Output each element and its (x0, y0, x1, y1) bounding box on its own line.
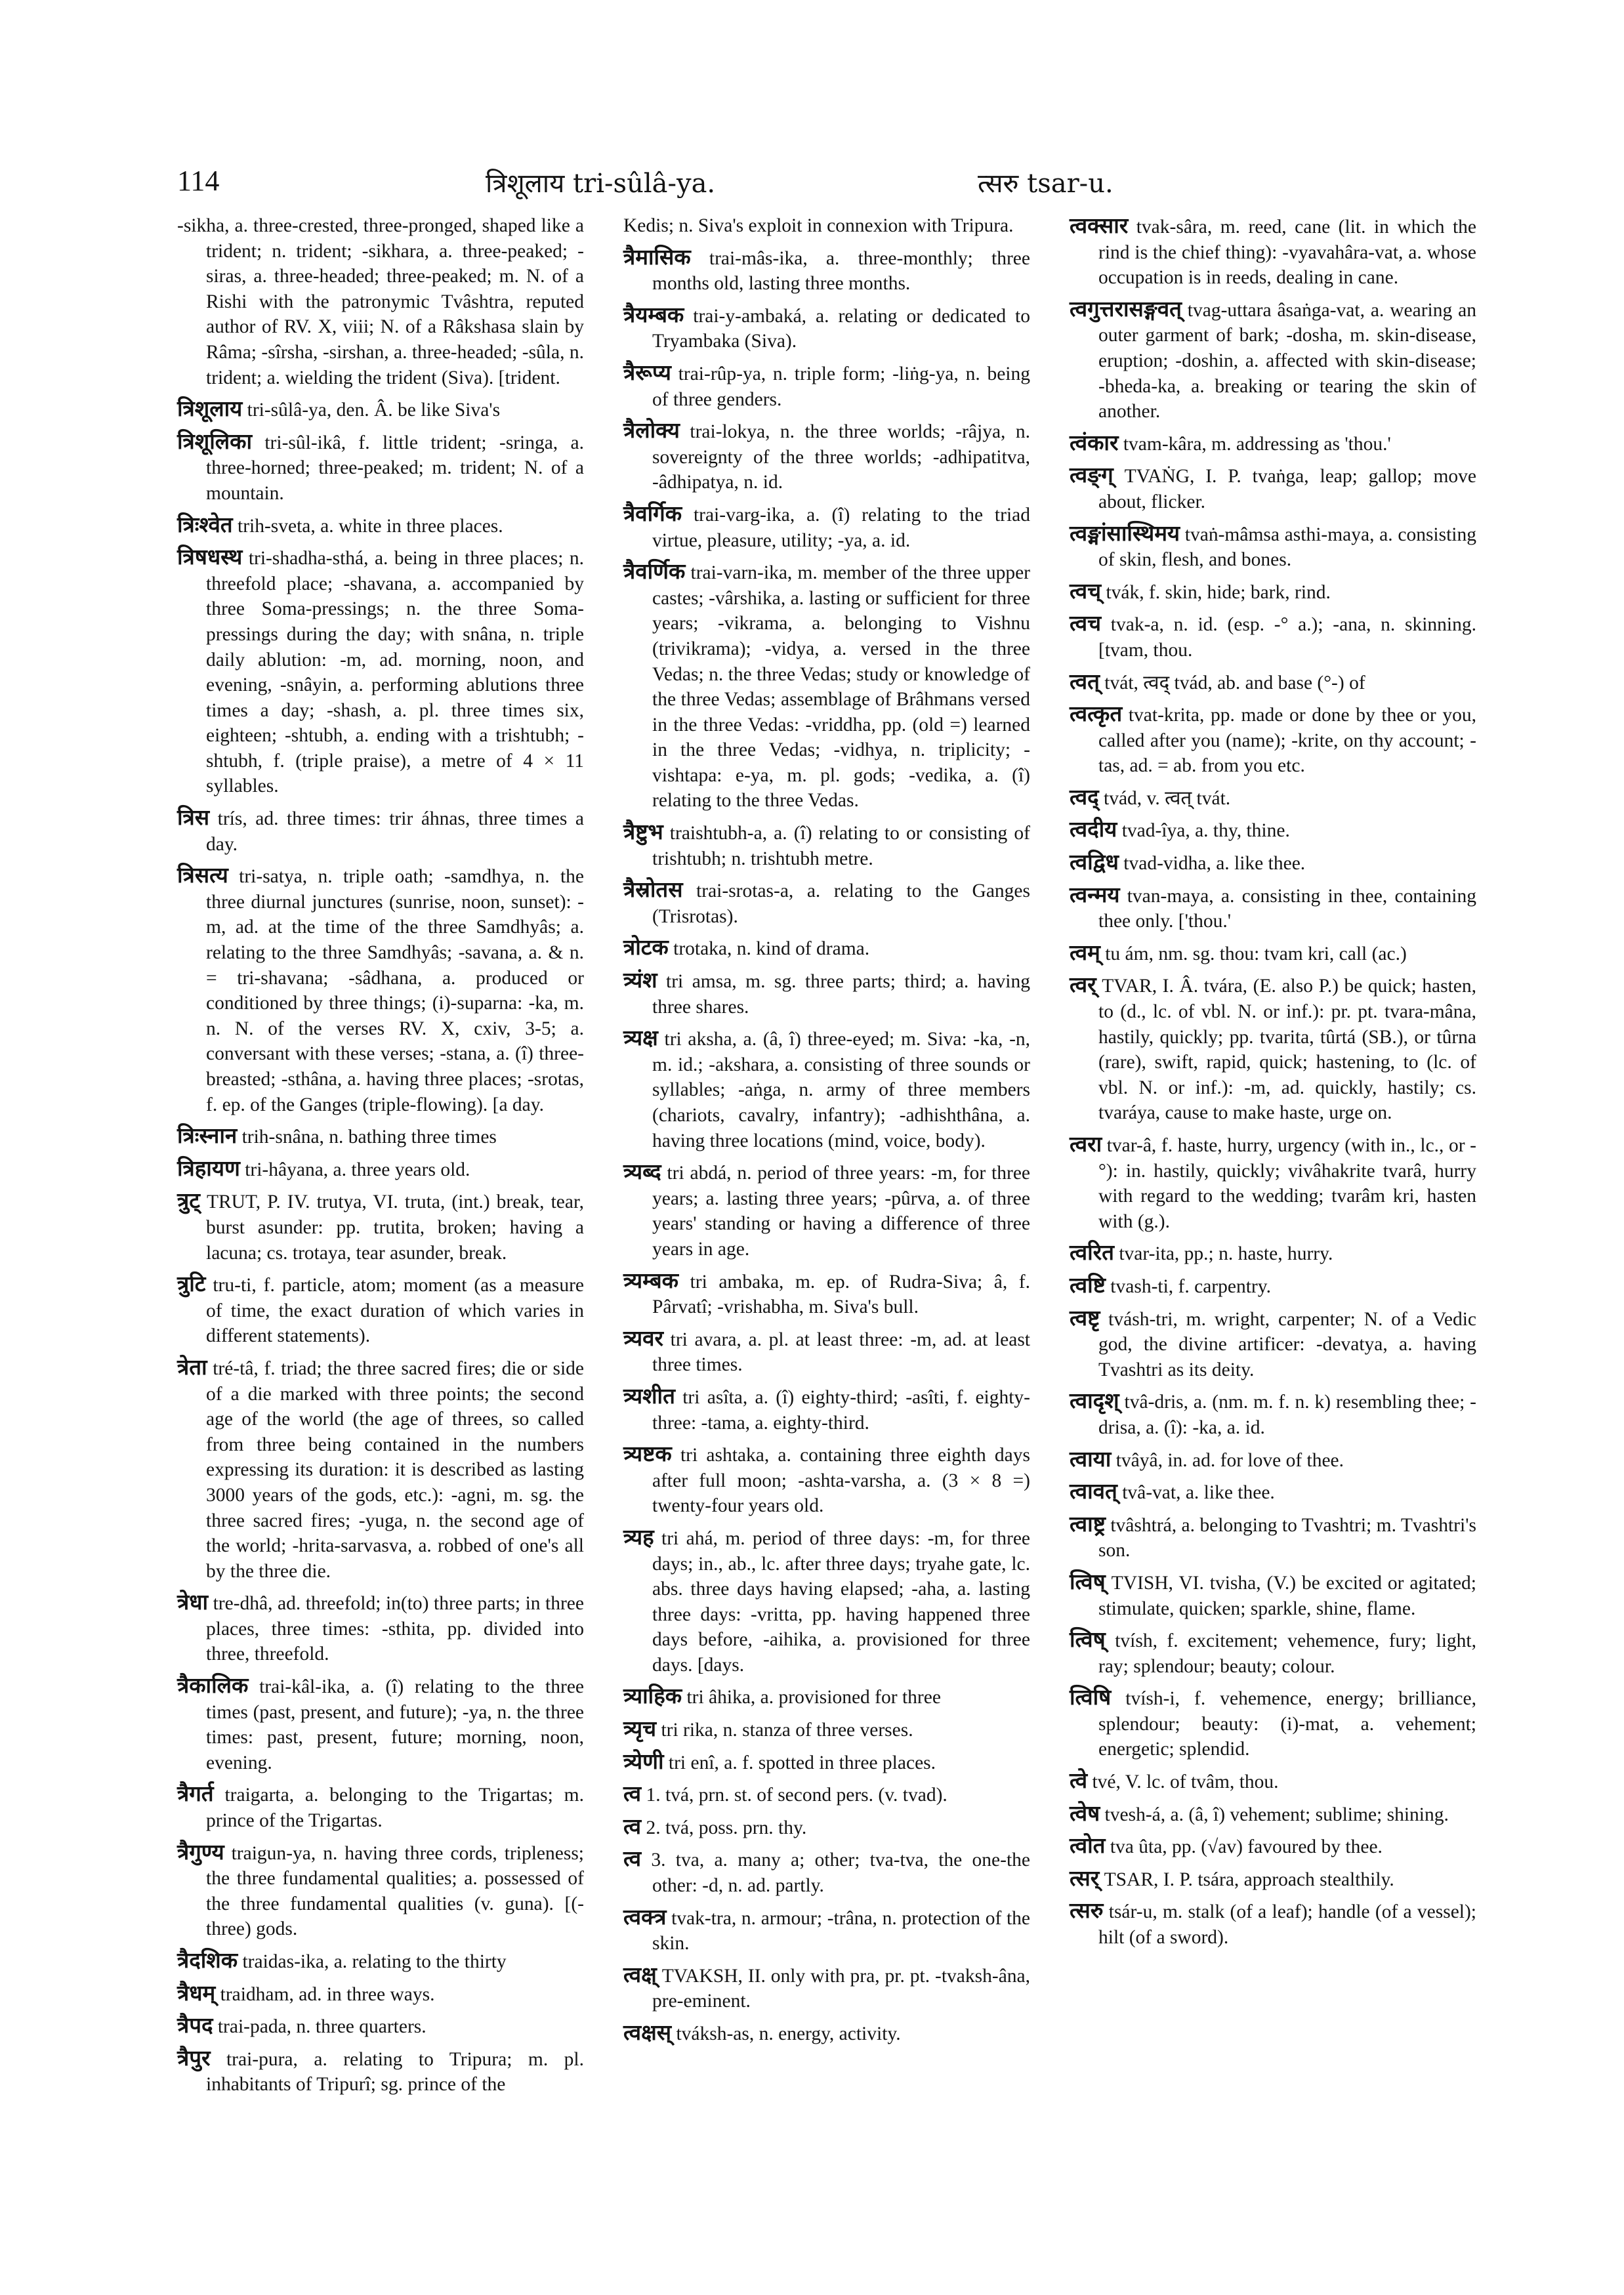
entry-definition: tri ambaka, m. ep. of Rudra-Siva; â, f. Pârvatî; -vrishabha, m. Siva's bull. (652, 1271, 1030, 1318)
dictionary-entry (1070, 1388, 1476, 1440)
entry-headword: त्रैपुर (177, 2044, 211, 2071)
entry-headword: त्वे (1070, 1768, 1088, 1794)
entry-headword: त्वम् (1070, 939, 1100, 965)
entry-definition: tri ashtaka, a. containing three eighth days after full moon; -ashta-varsha, a. (3 × 8 =) twenty-four years old. (652, 1445, 1031, 1517)
dictionary-entry (177, 1781, 584, 1833)
entry-definition: tvak-sâra, m. reed, cane (lit. in which the rind is the chief thing): -vyavahâra-vat, a. whose occupation is in reeds, dealing in cane. (1098, 217, 1476, 289)
column-1 (177, 213, 584, 2103)
entry-headword: त्विष् (1070, 1626, 1106, 1653)
dictionary-entry (623, 245, 1030, 297)
dictionary-entry (623, 877, 1030, 929)
dictionary-entry (623, 819, 1030, 871)
dictionary-entry (623, 1749, 1030, 1776)
entry-headword: त्वक्त्र (623, 1903, 667, 1930)
entry-headword: त्रिसत्य (177, 862, 228, 888)
entry-headword: त्वङ्मांसास्थिमय (1070, 520, 1180, 546)
dictionary-entry (623, 559, 1030, 814)
dictionary-entry (1070, 1273, 1476, 1300)
entry-definition: trai-kâl-ika, a. (î) relating to the three times (past, present, and future); -ya, n. the three times: past, present, future; morning, noon, evening. (206, 1676, 585, 1773)
entry-headword: त्विषि (1070, 1684, 1112, 1710)
entry-definition: TVISH, VI. tvisha, (V.) be excited or agitated; stimulate, quicken; sparkle, shine, flame. (1098, 1572, 1476, 1619)
dictionary-entry (177, 1156, 584, 1183)
entry-headword: त्वोत (1070, 1832, 1106, 1859)
entry-definition: TSAR, I. P. tsára, approach stealthily. (1104, 1869, 1394, 1890)
dictionary-entry (177, 213, 584, 390)
entry-headword: त्रुटि (177, 1271, 206, 1297)
entry-definition: tri-satya, n. triple oath; -samdhya, n. the three diurnal junctures (sunrise, noon, sunset): -m, ad. at the time of the three Samdhyâs; a. relating to the three Samdhyâs; -savana, a. & n. = tri-shavana; -sâdhana, a. produced or conditioned by three things; (i)-suparna: -ka, m. n. N. of the verses RV. X, cxiv, 3-5; a. conversant with these verses; -stana, a. (î) three-breasted; -sthâna, a. having three places; -srotas, f. ep. of the Ganges (triple-flowing). [a day. (206, 866, 584, 1115)
entry-definition: traidham, ad. in three ways. (220, 1983, 435, 2005)
entry-headword: त्वेष (1070, 1800, 1100, 1826)
entry-headword: त्वंकार (1070, 429, 1119, 455)
entry-headword: त्वक्ष् (623, 1961, 657, 1987)
entry-headword: त्रैयम्बक (623, 301, 684, 327)
entry-definition: tri aksha, a. (â, î) three-eyed; m. Siva: -ka, -n, m. id.; -akshara, a. consisting of three sounds or syllables; -aṅga, n. army of three members (chariots, cavalry, infantry); -adhishthâna, a. having three locations (mind, voice, body). (652, 1029, 1031, 1151)
dictionary-entry (177, 1948, 584, 1975)
entry-headword: त्रिशूलिका (177, 428, 253, 454)
entry-headword: त्सर् (1070, 1865, 1100, 1891)
dictionary-entry (177, 512, 584, 539)
dictionary-entry (177, 545, 584, 799)
dictionary-entry (1070, 463, 1476, 514)
entry-headword: त्वादृश् (1070, 1388, 1119, 1414)
dictionary-entry (1070, 1685, 1476, 1762)
entry-definition: trai-pada, n. three quarters. (217, 2016, 427, 2038)
column-3 (1070, 213, 1476, 1956)
dictionary-entry (177, 2013, 584, 2040)
entry-definition: tvam-kâra, m. addressing as 'thou.' (1123, 433, 1391, 455)
entry-definition: traishtubh-a, a. (î) relating to or consisting of trishtubh; n. trishtubh metre. (652, 823, 1030, 869)
entry-headword: त्वक्षस् (623, 2019, 672, 2045)
dictionary-entry (177, 1272, 584, 1349)
entry-headword: त्रिःश्वेत (177, 511, 233, 537)
dictionary-entry (1070, 1512, 1476, 1563)
dictionary-entry (1070, 521, 1476, 573)
entry-definition: trís, ad. three times: trir áhnas, three times a day. (206, 808, 584, 855)
dictionary-entry (177, 863, 584, 1117)
entry-headword: त्रैरूप्य (623, 359, 671, 385)
page-header (177, 164, 1476, 210)
dictionary-entry (177, 1355, 584, 1584)
entry-definition: tvát, त्वद् tvád, ab. and base (°-) of (1104, 672, 1365, 693)
entry-headword: त्विष् (1070, 1568, 1106, 1594)
entry-headword: त्र्यम्बक (623, 1267, 679, 1293)
entry-headword: त्वद् (1070, 783, 1099, 810)
entry-headword: त्र्यब्द (623, 1159, 661, 1185)
dictionary-entry (623, 501, 1030, 553)
dictionary-entry (1070, 1898, 1476, 1950)
entry-definition: tvak-tra, n. armour; -trâna, n. protection of the skin. (652, 1907, 1030, 1954)
entry-definition: tri asîta, a. (î) eighty-third; -asîti, f. eighty-three: -tama, a. eighty-third. (652, 1386, 1031, 1434)
entry-headword: त्रिहायण (177, 1155, 240, 1181)
entry-definition: trai-srotas-a, a. relating to the Ganges (Trisrotas). (652, 880, 1030, 927)
entry-definition: traigarta, a. belonging to the Trigartas; m. prince of the Trigartas. (206, 1785, 584, 1832)
entry-headword: त्व (623, 1813, 642, 1839)
dictionary-entry (177, 1981, 584, 2008)
dictionary-entry (1070, 1479, 1476, 1506)
dictionary-entry (1070, 701, 1476, 779)
entry-definition: tvak-a, n. id. (esp. -° a.); -ana, n. skinning. [tvam, thou. (1098, 614, 1477, 661)
dictionary-entry (623, 1846, 1030, 1898)
dictionary-entry (177, 805, 584, 857)
entry-definition: TVAKSH, II. only with pra, pr. pt. -tvaksh-âna, pre-eminent. (652, 1965, 1031, 2012)
dictionary-entry (623, 1268, 1030, 1320)
entry-headword: त्रैधम् (177, 1979, 216, 2006)
dictionary-entry (1070, 611, 1476, 663)
entry-headword: त्रोटक (623, 934, 669, 961)
entry-definition: tri enî, a. f. spotted in three places. (668, 1752, 936, 1773)
entry-definition: tri âhika, a. provisioned for three (686, 1687, 941, 1708)
dictionary-entry (177, 396, 584, 423)
entry-definition: tri rika, n. stanza of three verses. (661, 1720, 913, 1741)
entry-definition: tvé, V. lc. of tvâm, thou. (1092, 1771, 1279, 1793)
entry-definition: -sikha, a. three-crested, three-pronged, shaped like a trident; n. trident; -sikhara, a. three-peaked; -siras, a. three-headed; three-peaked; m. N. of a Rishi with the patronymic Tvâshtra, reputed author of RV. X, viii; N. of a Râkshasa slain by Râma; -sîrsha, -sirshan, a. three-headed; -sûla, n. trident; a. wielding the trident (Siva). [trident. (177, 215, 584, 388)
entry-headword: त्रैस्रोतस (623, 877, 683, 903)
entry-definition: tvísh, f. excitement; vehemence, fury; light, ray; splendour; beauty; colour. (1098, 1630, 1476, 1677)
entry-definition: tré-tâ, f. triad; the three sacred fires; die or side of a die marked with three points; the second age of the world (the age of threes, so called from three being contained in the numbers expressing its duration: it is described as lasting 3000 years of the gods, etc.): -agni, m. sg. the three sacred fires; -yuga, n. the second age of the world; -hrita-sarvasva, a. robbed of one's all by the three die. (206, 1357, 585, 1582)
entry-definition: TRUT, P. IV. trutya, VI. truta, (int.) break, tear, burst asunder: pp. trutita, broken; having a lacuna; cs. trotaya, tear asunder, break. (206, 1191, 584, 1264)
entry-definition: tvat-krita, pp. made or done by thee or you, called after you (name); -krite, on thy account; -tas, ad. = ab. from you etc. (1098, 705, 1476, 777)
entry-headword: त्र्यशीत (623, 1382, 675, 1409)
entry-headword: त्रैष्टुभ (623, 819, 663, 845)
dictionary-entry (623, 1684, 1030, 1710)
entry-definition: tri-hâyana, a. three years old. (245, 1159, 470, 1180)
dictionary-entry (1070, 1569, 1476, 1621)
dictionary-entry (1070, 1306, 1476, 1383)
dictionary-entry (177, 1590, 584, 1667)
entry-definition: tvísh-i, f. vehemence, energy; brilliance, splendour; beauty: (i)-mat, a. vehement; energetic; splendid. (1098, 1688, 1476, 1760)
dictionary-entry (623, 1326, 1030, 1378)
entry-headword: त्रैवर्णिक (623, 558, 686, 585)
entry-headword: त्वष्टृ (1070, 1304, 1100, 1331)
dictionary-entry (1070, 1132, 1476, 1234)
entry-headword: त्रिस (177, 804, 210, 831)
entry-definition: tvâ-vat, a. like thee. (1122, 1482, 1275, 1504)
dictionary-entry (623, 418, 1030, 495)
entry-headword: त्रैगुण्य (177, 1838, 224, 1865)
entry-headword: त्वावत् (1070, 1478, 1117, 1504)
entry-headword: त्रैपद (177, 2012, 213, 2038)
entry-headword: त्रेधा (177, 1589, 209, 1615)
entry-headword: त्वच् (1070, 577, 1102, 604)
entry-headword: त्वङ्ग् (1070, 462, 1114, 488)
dictionary-entry (623, 1025, 1030, 1153)
dictionary-entry (177, 1123, 584, 1150)
entry-headword: त्वत्कृत (1070, 701, 1123, 727)
entry-headword: त्व (623, 1781, 642, 1807)
entry-headword: त्र्यंश (623, 967, 657, 993)
entry-definition: tvád, v. त्वत् tvát. (1104, 787, 1231, 809)
entry-headword: त्वत् (1070, 668, 1100, 694)
dictionary-entry (1070, 1866, 1476, 1893)
dictionary-entry (1070, 669, 1476, 696)
entry-headword: त्र्यवर (623, 1325, 663, 1351)
dictionary-entry (1070, 882, 1476, 934)
entry-definition: tru-ti, f. particle, atom; moment (as a measure of time, the exact duration of which varies in different statements). (206, 1275, 585, 1347)
dictionary-entry (177, 429, 584, 507)
page-number: 114 (177, 165, 220, 197)
entry-definition: Kedis; n. Siva's exploit in connexion with Tripura. (623, 215, 1014, 236)
entry-definition: tri-sûlâ-ya, den. Â. be like Siva's (247, 400, 501, 421)
entry-headword: त्रुट् (177, 1188, 200, 1214)
dictionary-entry (1070, 430, 1476, 457)
entry-definition: trih-sveta, a. white in three places. (238, 515, 503, 537)
dictionary-entry (623, 1962, 1030, 2014)
entry-headword: त्रिषधस्थ (177, 544, 243, 570)
entry-definition: tvaṅ-mâmsa asthi-maya, a. consisting of skin, flesh, and bones. (1098, 524, 1476, 571)
dictionary-entry (1070, 1801, 1476, 1828)
entry-definition: TVAR, I. Â. tvára, (E. also P.) be quick; hasten, to (d., lc. of vbl. N. or inf.): pr. pt. tvara-mâna, hastily, quickly; pp. tvarita, tûrtá (SB.), or tûrna (rare), swift, rapid, quick; hastening, to (lc. of vbl. N. or inf.): -m, ad. quickly, hastily; cs. tvaráya, cause to make haste, urge on. (1098, 976, 1476, 1124)
dictionary-entry (177, 1840, 584, 1942)
entry-definition: tvák, f. skin, hide; bark, rind. (1106, 581, 1331, 603)
column-2 (623, 213, 1030, 2053)
entry-definition: trai-rûp-ya, n. triple form; -liṅg-ya, n. being of three genders. (652, 363, 1031, 410)
entry-definition: tri-sûl-ikâ, f. little trident; -sringa, a. three-horned; three-peaked; m. trident; N. of a mountain. (206, 432, 584, 504)
entry-definition: tvash-ti, f. carpentry. (1110, 1275, 1271, 1297)
entry-headword: त्रिःस्नान (177, 1123, 238, 1149)
dictionary-entry (623, 1905, 1030, 1956)
dictionary-entry (623, 1441, 1030, 1519)
entry-headword: त्वरा (1070, 1131, 1102, 1157)
entry-definition: tvásh-tri, m. wright, carpenter; N. of a Vedic god, the divine artificer: -devatya, a. having Tvashtri as its deity. (1098, 1308, 1477, 1380)
entry-headword: त्वन्मय (1070, 881, 1120, 907)
dictionary-entry (177, 1188, 584, 1266)
entry-headword: त्र्यक्ष (623, 1025, 658, 1051)
dictionary-entry (623, 1781, 1030, 1808)
entry-definition: tvad-vidha, a. like thee. (1123, 853, 1306, 875)
dictionary-entry (623, 302, 1030, 354)
dictionary-entry (1070, 785, 1476, 812)
entry-headword: त्रैगर्त (177, 1781, 214, 1807)
entry-definition: tváksh-as, n. energy, activity. (676, 2023, 901, 2044)
entry-definition: trai-lokya, n. the three worlds; -râjya, n. sovereignty of the three worlds; -adhipatitva, -âdhipatya, n. id. (652, 421, 1031, 493)
entry-definition: trotaka, n. kind of drama. (673, 938, 870, 960)
dictionary-entry (1070, 213, 1476, 291)
entry-headword: त्र्येणी (623, 1748, 664, 1774)
entry-headword: त्वगुत्तरासङ्गवत् (1070, 295, 1182, 321)
dictionary-entry (1070, 1447, 1476, 1474)
entry-definition: tre-dhâ, ad. threefold; in(to) three parts; in three places, three times: -sthita, pp. divided into three, threefold. (206, 1593, 584, 1665)
entry-definition: tva ûta, pp. (√av) favoured by thee. (1110, 1836, 1383, 1858)
entry-headword: त्र्यह (623, 1523, 654, 1550)
entry-headword: त्र्याहिक (623, 1683, 682, 1709)
entry-definition: tri abdá, n. period of three years: -m, for three years; a. lasting three years; -pûrva, a. of three years' standing or having a difference of three years in age. (652, 1163, 1031, 1260)
entry-headword: त्रैदशिक (177, 1947, 238, 1973)
entry-headword: त्वरित (1070, 1239, 1114, 1266)
dictionary-entry (623, 935, 1030, 962)
entry-headword: त्रैकालिक (177, 1672, 249, 1699)
dictionary-entry (623, 1525, 1030, 1678)
dictionary-entry (623, 1159, 1030, 1262)
entry-definition: tri amsa, m. sg. three parts; third; a. having three shares. (652, 971, 1031, 1018)
dictionary-entry (1070, 1627, 1476, 1679)
entry-headword: त्रैवर्गिक (623, 500, 682, 526)
entry-headword: त्वाष्ट्र (1070, 1510, 1106, 1537)
dictionary-entry (1070, 850, 1476, 877)
dictionary-entry (623, 213, 1030, 239)
dictionary-entry (623, 360, 1030, 412)
dictionary-entry (623, 1384, 1030, 1436)
entry-headword: त्रैमासिक (623, 243, 691, 270)
dictionary-entry (1070, 940, 1476, 967)
entry-headword: त्वदीय (1070, 816, 1117, 842)
right-running-head: त्सरु tsar-u. (978, 169, 1114, 199)
entry-definition: trai-pura, a. relating to Tripura; m. pl. inhabitants of Tripurî; sg. prince of the (206, 2048, 584, 2096)
entry-headword: त्र्यष्टक (623, 1441, 672, 1467)
entry-definition: trai-y-ambaká, a. relating or dedicated to Tryambaka (Siva). (652, 305, 1030, 352)
dictionary-entry (177, 1673, 584, 1775)
dictionary-entry (1070, 1768, 1476, 1795)
entry-definition: tri ahá, m. period of three days: -m, for three days; in., ab., lc. after three days; tryahe gate, lc. abs. three days having elapsed; -aha, a. lasting three days: -vritta, pp. having happened three days before, -aihika, a. provisioned for three days. [days. (652, 1527, 1031, 1676)
dictionary-entry (623, 2020, 1030, 2047)
entry-headword: त्रैलोक्य (623, 417, 680, 444)
dictionary-entry (623, 968, 1030, 1020)
dictionary-entry (1070, 579, 1476, 606)
entry-definition: tvar-â, f. haste, hurry, urgency (with in., lc., or -°): in. hastily, quickly; vivâhakrite tvarâ, hurry with regard to the wedding; tvarâm kri, hasten with (g.). (1098, 1135, 1476, 1232)
entry-definition: tvâyâ, in. ad. for love of thee. (1115, 1449, 1344, 1471)
entry-definition: trai-mâs-ika, a. three-monthly; three months old, lasting three months. (652, 247, 1030, 295)
entry-definition: trai-varn-ika, m. member of the three upper castes; -vârshika, a. lasting or sufficient for three years; -vikrama, a. belonging to Vishnu (trivikrama); -vidya, a. versed in the three Vedas; n. the three Vedas; study or knowledge of the three Vedas; assemblage of Brâhmans versed in the three Vedas: -vriddha, pp. (old =) learned in the three Vedas; -vidhya, n. triplicity; -vishtapa: e-ya, m. pl. gods; -vedika, a. (î) relating to the three Vedas. (652, 562, 1031, 812)
dictionary-entry (1070, 972, 1476, 1126)
entry-definition: tu ám, nm. sg. thou: tvam kri, call (ac.) (1105, 943, 1407, 964)
left-running-head: त्रिशूलाय tri-sûlâ-ya. (486, 169, 716, 199)
entry-headword: त्वद्विध (1070, 849, 1119, 875)
entry-headword: त्र्यृच (623, 1716, 657, 1742)
entry-definition: tri-shadha-sthá, a. being in three places; n. threefold place; -shavana, a. accompanied by three Soma-pressings; n. the three Soma-pressings during the day; with snâna, n. triple daily ablution: -m, ad. morning, noon, and evening, -snâyin, a. performing ablutions three times a day; -shash, a. pl. three times six, eighteen; -shtubh, a. ending with a trishtubh; -shtubh, f. (triple praise), a metre of 4 × 11 syllables. (206, 548, 585, 797)
dictionary-columns (177, 213, 1476, 2234)
entry-headword: त्वष्टि (1070, 1272, 1106, 1298)
dictionary-entry (1070, 297, 1476, 424)
entry-definition: 3. tva, a. many a; other; tva-tva, the one-the other: -d, n. ad. partly. (651, 1850, 1031, 1897)
entry-headword: त्वच (1070, 610, 1102, 636)
entry-definition: tvâ-dris, a. (nm. m. f. n. k) resembling thee; -drisa, a. (î): -ka, a. id. (1098, 1392, 1477, 1438)
entry-definition: tsár-u, m. stalk (of a leaf); handle (of a vessel); hilt (of a sword). (1098, 1901, 1476, 1949)
entry-definition: tvar-ita, pp.; n. haste, hurry. (1119, 1243, 1333, 1265)
entry-headword: त्सरु (1070, 1897, 1104, 1924)
dictionary-entry (1070, 1240, 1476, 1267)
entry-headword: त्रेता (177, 1354, 207, 1380)
entry-definition: tvag-uttara âsaṅga-vat, a. wearing an outer garment of bark; -dosha, m. skin-disease, eruption; -doshin, a. affected with skin-disease; -bheda-ka, a. breaking or tearing the skin of another. (1098, 299, 1476, 423)
entry-definition: trih-snâna, n. bathing three times (241, 1127, 497, 1148)
entry-definition: tvesh-á, a. (â, î) vehement; sublime; shining. (1104, 1804, 1449, 1825)
dictionary-entry (623, 1814, 1030, 1841)
entry-headword: त्व (623, 1846, 642, 1872)
entry-definition: tvan-maya, a. consisting in thee, containing thee only. ['thou.' (1098, 885, 1476, 932)
entry-definition: trai-varg-ika, a. (î) relating to the triad virtue, pleasure, utility; -ya, a. id. (652, 504, 1030, 551)
dictionary-entry (1070, 1833, 1476, 1860)
entry-definition: traigun-ya, n. having three cords, tripleness; the three fundamental qualities; a. possessed of the three fundamental qualities (v. guna). [(-three) gods. (206, 1842, 584, 1940)
entry-headword: त्वर् (1070, 972, 1096, 998)
entry-definition: tvâshtrá, a. belonging to Tvashtri; m. Tvashtri's son. (1098, 1514, 1476, 1561)
entry-definition: tvad-îya, a. thy, thine. (1121, 820, 1290, 842)
entry-definition: 1. tvá, prn. st. of second pers. (v. tvad). (646, 1785, 947, 1806)
entry-headword: त्रिशूलाय (177, 396, 243, 422)
dictionary-entry (177, 2046, 584, 2098)
dictionary-entry (1070, 817, 1476, 844)
entry-definition: traidas-ika, a. relating to the thirty (242, 1951, 507, 1972)
dictionary-entry (623, 1716, 1030, 1743)
entry-definition: 2. tvá, poss. prn. thy. (646, 1817, 807, 1838)
entry-headword: त्वाया (1070, 1445, 1112, 1472)
entry-headword: त्वक्सार (1070, 213, 1129, 238)
entry-definition: TVAṄG, I. P. tvaṅga, leap; gallop; move about, flicker. (1098, 466, 1477, 512)
entry-definition: tri avara, a. pl. at least three: -m, ad. at least three times. (652, 1329, 1031, 1376)
